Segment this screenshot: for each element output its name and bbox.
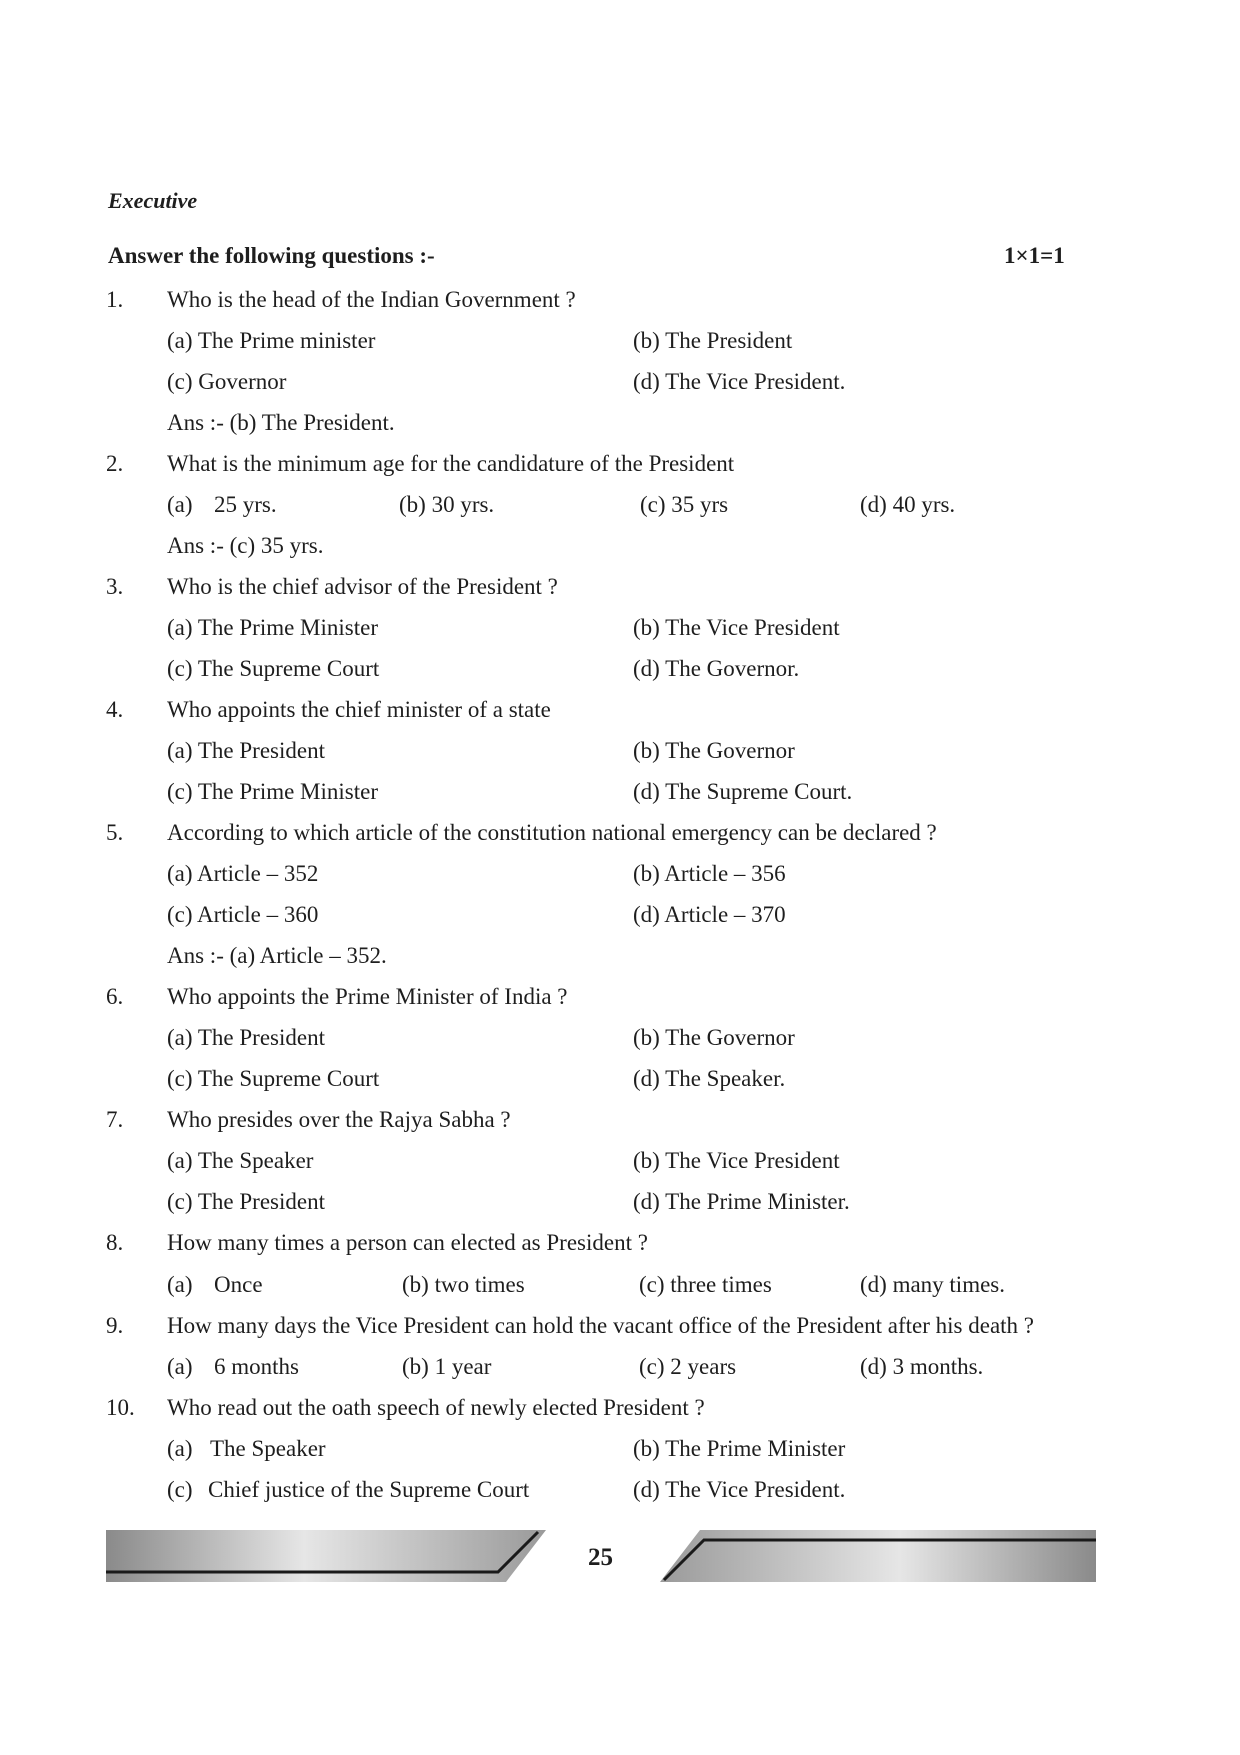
question-number: 2. [106,451,124,476]
question-number: 3. [106,574,124,599]
option: 25 yrs. [214,492,277,517]
question-text: How many times a person can elected as President ? [167,1230,648,1255]
instruction: Answer the following questions :- [108,243,435,268]
answer: Ans :- (b) The President. [167,410,395,435]
question-number: 8. [106,1230,124,1255]
question-text: How many days the Vice President can hold the vacant office of the President after his death ? [167,1313,1035,1338]
option: (d) The Prime Minister. [633,1189,850,1214]
option: (b) The Governor [633,738,795,763]
option: (b) The President [633,328,793,353]
option: (b) The Vice President [633,1148,840,1173]
option: Once [214,1272,263,1297]
option: 6 months [214,1354,299,1379]
question-number: 6. [106,984,124,1009]
question-number: 1. [106,287,124,312]
question-text: What is the minimum age for the candidature of the President [167,451,735,476]
question-number: 4. [106,697,124,722]
option: (a) The Prime Minister [167,615,378,640]
option: (d) The Speaker. [633,1066,786,1091]
option: (b) The Governor [633,1025,795,1050]
question-text: Who presides over the Rajya Sabha ? [167,1107,511,1132]
option: (b) 1 year [402,1354,492,1379]
option: (a) Article – 352 [167,861,319,886]
question-text: Who appoints the Prime Minister of India ? [167,984,568,1009]
option: (a) [167,1272,193,1297]
option: (b) Article – 356 [633,861,786,886]
question-text: According to which article of the constitution national emergency can be declared ? [167,820,937,845]
option: (c) 2 years [639,1354,737,1379]
question-text: Who appoints the chief minister of a state [167,697,551,722]
option: (d) The Governor. [633,656,800,681]
option: (c) Governor [167,369,287,394]
option: (c) The President [167,1189,325,1214]
question-text: Who is the chief advisor of the President ? [167,574,558,599]
question-number: 9. [106,1313,124,1338]
option: (c) Article – 360 [167,902,319,927]
option: (c) The Supreme Court [167,1066,380,1091]
section-title: Executive [108,188,198,213]
question-number: 5. [106,820,124,845]
option: (b) 30 yrs. [399,492,495,517]
option: (d) The Supreme Court. [633,779,853,804]
option: (d) Article – 370 [633,902,786,927]
option: (d) 3 months. [860,1354,984,1379]
footer-band-right [660,1530,1096,1582]
question-text: Who read out the oath speech of newly elected President ? [167,1395,705,1420]
option: (a) [167,492,193,517]
option: (d) many times. [860,1272,1005,1297]
answer: Ans :- (c) 35 yrs. [167,533,324,558]
option: (a) [167,1436,193,1461]
option: (c) The Supreme Court [167,656,380,681]
question-text: Who is the head of the Indian Government ? [167,287,576,312]
option: (a) The Speaker [167,1148,314,1173]
footer-band-left [106,1530,546,1582]
option: (c) The Prime Minister [167,779,378,804]
option: (a) [167,1354,193,1379]
option: (c) three times [639,1272,772,1297]
option: (d) The Vice President. [633,1477,846,1502]
option: (d) The Vice President. [633,369,846,394]
option: Chief justice of the Supreme Court [208,1477,530,1502]
option: (d) 40 yrs. [860,492,956,517]
option: (c) 35 yrs [640,492,729,517]
option: (a) The Prime minister [167,328,376,353]
marks-scheme: 1×1=1 [1004,243,1065,268]
option: (b) The Vice President [633,615,840,640]
option: (a) The President [167,738,325,763]
answer: Ans :- (a) Article – 352. [167,943,387,968]
option: (c) [167,1477,193,1502]
option: The Speaker [210,1436,326,1461]
question-number: 10. [106,1395,135,1420]
option: (b) two times [402,1272,525,1297]
option: (a) The President [167,1025,325,1050]
page-number: 25 [588,1544,613,1571]
question-number: 7. [106,1107,124,1132]
option: (b) The Prime Minister [633,1436,846,1461]
